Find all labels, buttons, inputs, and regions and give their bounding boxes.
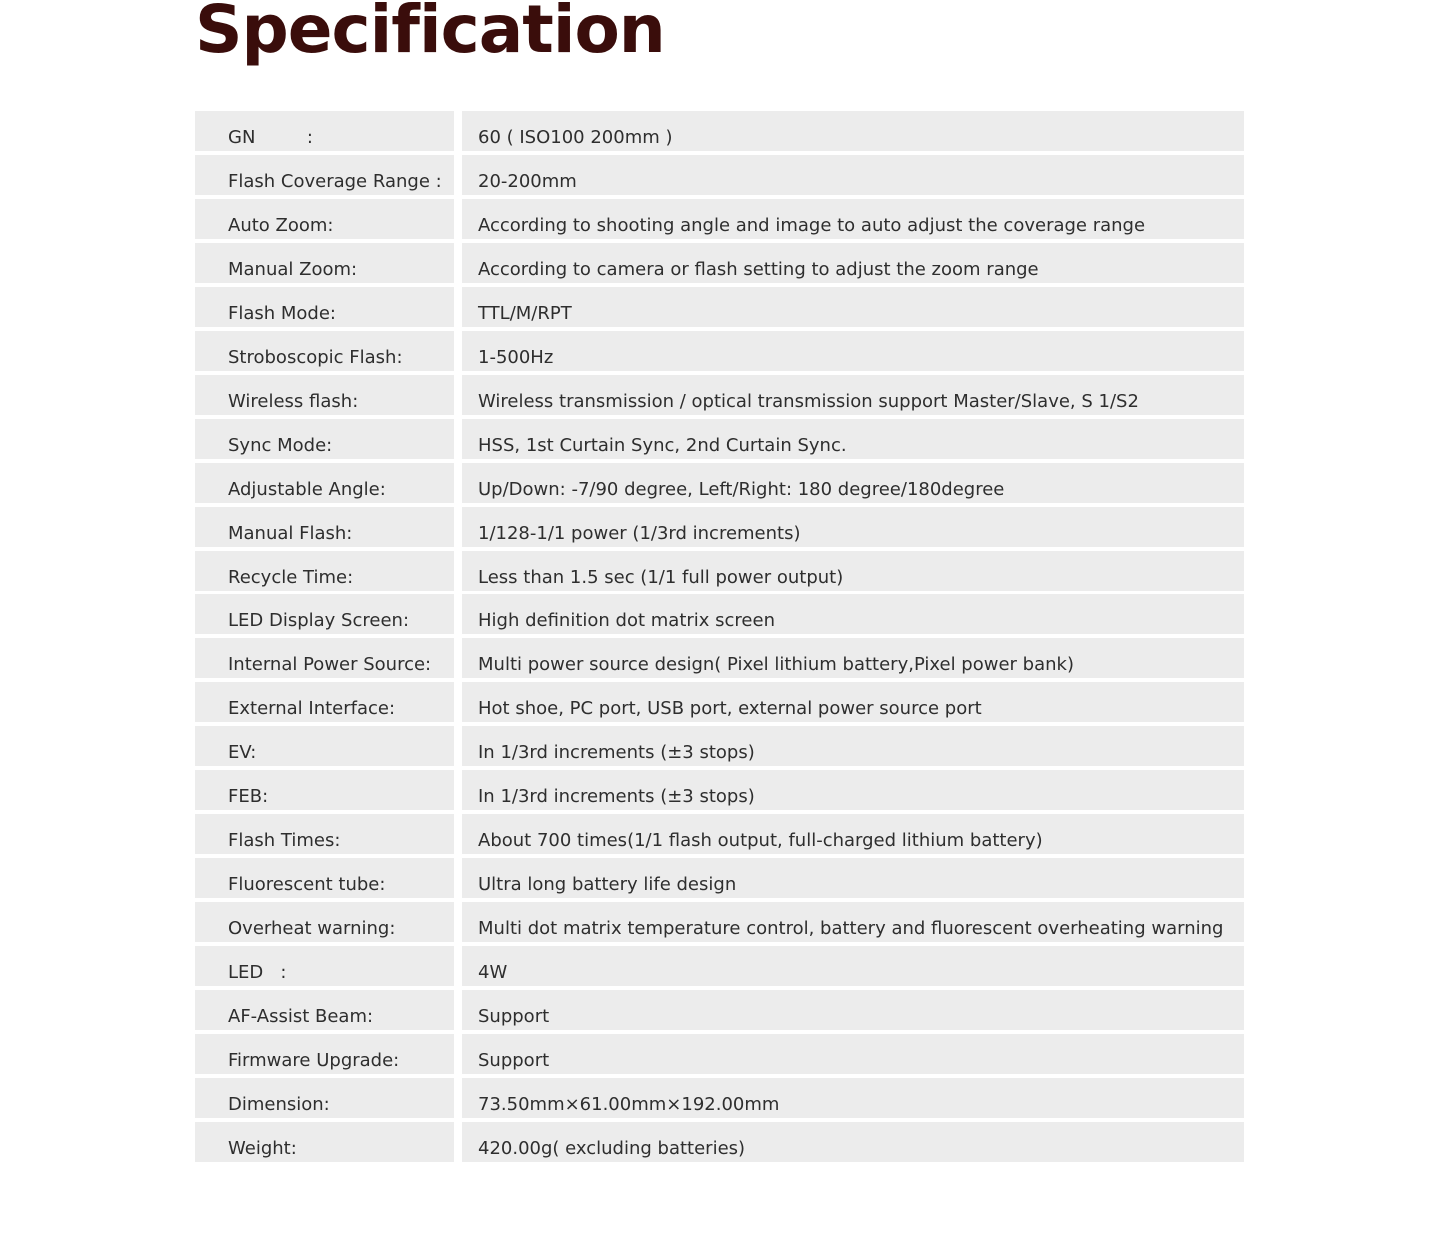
- spec-label: Flash Times:: [195, 814, 454, 854]
- spec-value: TTL/M/RPT: [462, 287, 1244, 327]
- spec-label: Recycle Time:: [195, 551, 454, 591]
- spec-value: Support: [462, 990, 1244, 1030]
- spec-row: [195, 507, 1244, 547]
- spec-value: Ultra long battery life design: [462, 858, 1244, 898]
- spec-row: [195, 243, 1244, 283]
- spec-row: [195, 199, 1244, 239]
- spec-row: [195, 990, 1244, 1030]
- spec-value: 420.00g( excluding batteries): [462, 1122, 1244, 1162]
- spec-row: [195, 375, 1244, 415]
- spec-row: [195, 594, 1244, 634]
- spec-value: 73.50mm×61.00mm×192.00mm: [462, 1078, 1244, 1118]
- spec-row: [195, 419, 1244, 459]
- spec-row: [195, 111, 1244, 151]
- spec-value: About 700 times(1/1 flash output, full-charged lithium battery): [462, 814, 1244, 854]
- spec-value: According to shooting angle and image to auto adjust the coverage range: [462, 199, 1244, 239]
- spec-row: [195, 858, 1244, 898]
- spec-value: 4W: [462, 946, 1244, 986]
- spec-row: [195, 551, 1244, 591]
- spec-row: [195, 682, 1244, 722]
- spec-label: LED :: [195, 946, 454, 986]
- spec-label: Adjustable Angle:: [195, 463, 454, 503]
- page-title: Specification: [195, 0, 665, 68]
- spec-label: Weight:: [195, 1122, 454, 1162]
- spec-value: Multi dot matrix temperature control, battery and fluorescent overheating warning: [462, 902, 1244, 942]
- spec-row: [195, 331, 1244, 371]
- spec-row: [195, 814, 1244, 854]
- spec-value: 1/128-1/1 power (1/3rd increments): [462, 507, 1244, 547]
- spec-label: AF-Assist Beam:: [195, 990, 454, 1030]
- spec-label: EV:: [195, 726, 454, 766]
- spec-label: Wireless flash:: [195, 375, 454, 415]
- spec-value: 1-500Hz: [462, 331, 1244, 371]
- spec-label: LED Display Screen:: [195, 594, 454, 634]
- spec-label: Overheat warning:: [195, 902, 454, 942]
- spec-value: Less than 1.5 sec (1/1 full power output): [462, 551, 1244, 591]
- spec-row: [195, 770, 1244, 810]
- spec-label: Fluorescent tube:: [195, 858, 454, 898]
- specification-table: [195, 111, 1244, 1162]
- spec-row: [195, 463, 1244, 503]
- spec-label: Stroboscopic Flash:: [195, 331, 454, 371]
- spec-value: Wireless transmission / optical transmission support Master/Slave, S 1/S2: [462, 375, 1244, 415]
- spec-row: [195, 902, 1244, 942]
- spec-value: In 1/3rd increments (±3 stops): [462, 770, 1244, 810]
- spec-label: Internal Power Source:: [195, 638, 454, 678]
- spec-row: [195, 287, 1244, 327]
- spec-row: [195, 946, 1244, 986]
- spec-value: Hot shoe, PC port, USB port, external power source port: [462, 682, 1244, 722]
- spec-row: [195, 155, 1244, 195]
- spec-value: Multi power source design( Pixel lithium battery,Pixel power bank): [462, 638, 1244, 678]
- spec-value: Up/Down: -7/90 degree, Left/Right: 180 degree/180degree: [462, 463, 1244, 503]
- spec-label: Firmware Upgrade:: [195, 1034, 454, 1074]
- spec-value: According to camera or flash setting to adjust the zoom range: [462, 243, 1244, 283]
- spec-value: 20-200mm: [462, 155, 1244, 195]
- spec-label: External Interface:: [195, 682, 454, 722]
- spec-label: Flash Mode:: [195, 287, 454, 327]
- spec-label: Manual Flash:: [195, 507, 454, 547]
- spec-label: FEB:: [195, 770, 454, 810]
- spec-label: GN :: [195, 111, 454, 151]
- spec-row: [195, 638, 1244, 678]
- spec-value: Support: [462, 1034, 1244, 1074]
- spec-label: Auto Zoom:: [195, 199, 454, 239]
- spec-value: 60 ( ISO100 200mm ): [462, 111, 1244, 151]
- spec-label: Manual Zoom:: [195, 243, 454, 283]
- spec-row: [195, 1122, 1244, 1162]
- spec-label: Flash Coverage Range :: [195, 155, 454, 195]
- spec-label: Dimension:: [195, 1078, 454, 1118]
- spec-row: [195, 1034, 1244, 1074]
- spec-value: In 1/3rd increments (±3 stops): [462, 726, 1244, 766]
- spec-row: [195, 726, 1244, 766]
- spec-value: HSS, 1st Curtain Sync, 2nd Curtain Sync.: [462, 419, 1244, 459]
- spec-label: Sync Mode:: [195, 419, 454, 459]
- spec-row: [195, 1078, 1244, 1118]
- spec-value: High definition dot matrix screen: [462, 594, 1244, 634]
